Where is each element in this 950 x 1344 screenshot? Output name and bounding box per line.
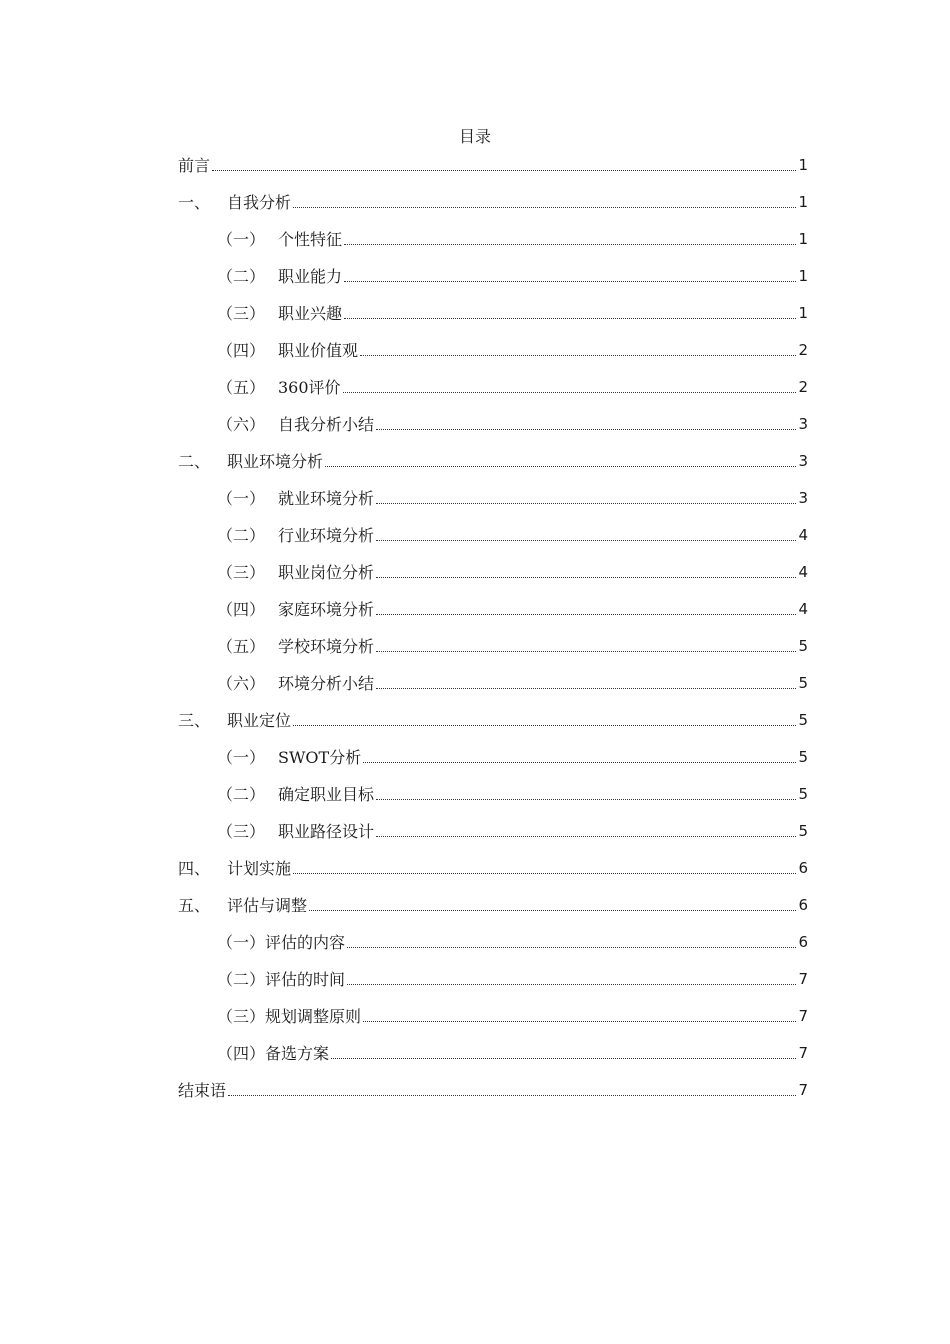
- dot-leader: [344, 243, 796, 245]
- toc-entry-page-number: 3: [798, 414, 808, 433]
- dot-leader: [376, 613, 796, 615]
- dot-leader: [376, 502, 796, 504]
- toc-entry-page-number: 1: [798, 155, 808, 174]
- toc-entry-page-number: 2: [798, 340, 808, 359]
- dot-leader: [344, 280, 796, 282]
- toc-entry[interactable]: [178, 405, 808, 442]
- toc-entry-number: （五）: [217, 378, 266, 397]
- dot-leader: [325, 465, 796, 467]
- dot-leader: [228, 1094, 796, 1096]
- toc-entry-page-number: 6: [798, 932, 808, 951]
- toc-entry-number: （一）: [217, 748, 266, 767]
- toc-entry-number: 一、: [178, 193, 211, 212]
- dot-leader: [363, 761, 796, 763]
- toc-entry-number: （三）: [217, 1007, 266, 1026]
- toc-entry-page-number: 6: [798, 895, 808, 914]
- toc-entry[interactable]: [178, 738, 808, 775]
- toc-entry-label: 规划调整原则: [265, 1007, 362, 1026]
- toc-entry-page-number: 5: [798, 673, 808, 692]
- toc-entry-page-number: 3: [798, 451, 808, 470]
- dot-leader: [309, 909, 796, 911]
- toc-entry-number: 二、: [178, 452, 211, 471]
- toc-entry[interactable]: [178, 664, 808, 701]
- toc-entry[interactable]: [178, 442, 808, 479]
- toc-entry-label: 自我分析小结: [278, 415, 375, 434]
- dot-leader: [212, 169, 796, 171]
- toc-entry-page-number: 1: [798, 303, 808, 322]
- toc-entry[interactable]: [178, 183, 808, 220]
- toc-entry-label: 环境分析小结: [278, 674, 375, 693]
- toc-entry-number: 三、: [178, 711, 211, 730]
- toc-entry[interactable]: [178, 479, 808, 516]
- dot-leader: [376, 835, 796, 837]
- toc-entry-page-number: 5: [798, 747, 808, 766]
- toc-entry[interactable]: [178, 1071, 808, 1108]
- toc-entry-label: 职业岗位分析: [278, 563, 375, 582]
- dot-leader: [363, 1020, 796, 1022]
- toc-entry[interactable]: [178, 257, 808, 294]
- toc-entry[interactable]: [178, 146, 808, 183]
- dot-leader: [376, 428, 796, 430]
- toc-entry-number: （三）: [217, 563, 266, 582]
- toc-entry[interactable]: [178, 886, 808, 923]
- toc-entry-page-number: 5: [798, 821, 808, 840]
- toc-entry-label: 就业环境分析: [278, 489, 375, 508]
- toc-entry-number: （六）: [217, 674, 266, 693]
- dot-leader: [293, 872, 796, 874]
- toc-entry-page-number: 7: [798, 1006, 808, 1025]
- toc-entry[interactable]: [178, 294, 808, 331]
- dot-leader: [344, 317, 796, 319]
- toc-entry-number: （一）: [217, 933, 266, 952]
- toc-entry-label: 评估与调整: [227, 896, 308, 915]
- toc-entry-number: （二）: [217, 970, 266, 989]
- toc-entry[interactable]: [178, 331, 808, 368]
- toc-entry-page-number: 5: [798, 710, 808, 729]
- dot-leader: [376, 650, 796, 652]
- toc-entry-label: 评估的内容: [265, 933, 346, 952]
- dot-leader: [376, 798, 796, 800]
- toc-entry-number: （五）: [217, 637, 266, 656]
- toc-entry-number: （六）: [217, 415, 266, 434]
- toc-entry-number: 五、: [178, 896, 211, 915]
- dot-leader: [293, 206, 796, 208]
- toc-entry-label: 职业定位: [227, 711, 292, 730]
- toc-entry-label: 评估的时间: [265, 970, 346, 989]
- dot-leader: [347, 946, 796, 948]
- toc-entry[interactable]: [178, 368, 808, 405]
- toc-entry[interactable]: [178, 849, 808, 886]
- toc-entry[interactable]: [178, 590, 808, 627]
- dot-leader: [360, 354, 796, 356]
- toc-entry[interactable]: [178, 627, 808, 664]
- toc-entry-label: 计划实施: [227, 859, 292, 878]
- toc-entry-label: 行业环境分析: [278, 526, 375, 545]
- toc-entry-number: （一）: [217, 489, 266, 508]
- toc-entry-page-number: 1: [798, 229, 808, 248]
- toc-entry-page-number: 6: [798, 858, 808, 877]
- dot-leader: [293, 724, 796, 726]
- toc-entry-page-number: 5: [798, 784, 808, 803]
- toc-entry-page-number: 7: [798, 969, 808, 988]
- toc-entry-label: 备选方案: [265, 1044, 330, 1063]
- toc-entry[interactable]: [178, 1034, 808, 1071]
- dot-leader: [376, 539, 796, 541]
- toc-entry-label: 确定职业目标: [278, 785, 375, 804]
- toc-entry-label: 职业路径设计: [278, 822, 375, 841]
- toc-entry-label: 个性特征: [278, 230, 343, 249]
- dot-leader: [331, 1057, 796, 1059]
- toc-entry-number: （一）: [217, 230, 266, 249]
- toc-entry-label: 职业环境分析: [227, 452, 324, 471]
- toc-entry-page-number: 3: [798, 488, 808, 507]
- dot-leader: [376, 687, 796, 689]
- toc-entry-number: （三）: [217, 822, 266, 841]
- toc-entry-number: （二）: [217, 267, 266, 286]
- toc-entry-page-number: 1: [798, 192, 808, 211]
- toc-entry-number: （二）: [217, 526, 266, 545]
- toc-entry-number: （三）: [217, 304, 266, 323]
- toc-entry[interactable]: [178, 923, 808, 960]
- toc-entry[interactable]: [178, 775, 808, 812]
- dot-leader: [376, 576, 796, 578]
- toc-entry-label: 职业能力: [278, 267, 343, 286]
- toc-entry-label: 职业兴趣: [278, 304, 343, 323]
- toc-entry-number: 四、: [178, 859, 211, 878]
- table-of-contents: [178, 146, 808, 1108]
- toc-entry-label: 家庭环境分析: [278, 600, 375, 619]
- toc-entry-label: 360评价: [278, 378, 341, 397]
- toc-entry-label: 职业价值观: [278, 341, 359, 360]
- toc-entry-label: 自我分析: [227, 193, 292, 212]
- toc-entry-number: （四）: [217, 600, 266, 619]
- toc-entry[interactable]: [178, 553, 808, 590]
- toc-entry[interactable]: [178, 516, 808, 553]
- toc-entry-page-number: 4: [798, 562, 808, 581]
- toc-entry-page-number: 7: [798, 1043, 808, 1062]
- toc-entry[interactable]: [178, 220, 808, 257]
- toc-entry-label: SWOT分析: [278, 748, 362, 767]
- toc-entry-page-number: 7: [798, 1080, 808, 1099]
- toc-entry-number: （四）: [217, 341, 266, 360]
- toc-entry[interactable]: [178, 997, 808, 1034]
- toc-entry-page-number: 2: [798, 377, 808, 396]
- dot-leader: [343, 391, 797, 393]
- toc-entry-label: 结束语: [178, 1081, 227, 1100]
- dot-leader: [347, 983, 796, 985]
- toc-entry-page-number: 1: [798, 266, 808, 285]
- toc-entry-page-number: 4: [798, 599, 808, 618]
- toc-entry-page-number: 4: [798, 525, 808, 544]
- toc-entry-label: 前言: [178, 156, 211, 175]
- toc-entry-number: （二）: [217, 785, 266, 804]
- toc-entry-label: 学校环境分析: [278, 637, 375, 656]
- toc-entry[interactable]: [178, 701, 808, 738]
- toc-title: 目录: [458, 127, 491, 146]
- toc-entry[interactable]: [178, 960, 808, 997]
- toc-entry-page-number: 5: [798, 636, 808, 655]
- toc-entry-number: （四）: [217, 1044, 266, 1063]
- toc-entry[interactable]: [178, 812, 808, 849]
